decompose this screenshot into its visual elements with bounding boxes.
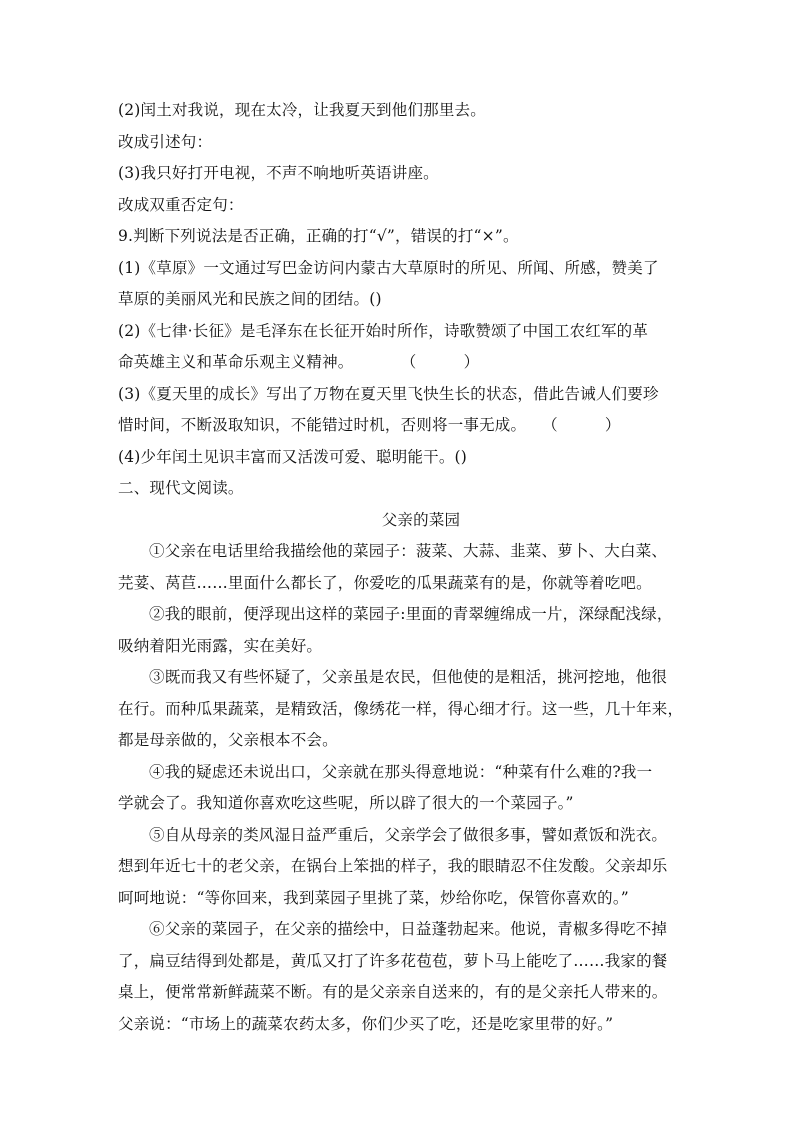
paragraph-3-line-2: 在行。而种瓜果蔬菜，是精致活，像绣花一样，得心细才行。这一些，几十年来， — [118, 699, 684, 718]
paragraph-6-line-4: 父亲说：“市场上的蔬菜农药太多，你们少买了吃，还是吃家里带的好。” — [118, 1014, 614, 1033]
paragraph-2-line-1: ②我的眼前，便浮现出这样的菜园子:里面的青翠缠绵成一片，深绿配浅绿， — [149, 605, 673, 623]
paragraph-2-line-2: 吸纳着阳光雨露，实在美好。 — [118, 636, 323, 655]
paragraph-5-line-3: 呵呵地说：“等你回来，我到菜园子里挑了菜，炒给你吃，保管你喜欢的。” — [118, 888, 629, 907]
paragraph-5-line-1: ⑤自从母亲的类风湿日益严重后，父亲学会了做很多事，譬如煮饭和洗衣。 — [149, 825, 668, 844]
paragraph-4-line-1: ④我的疑虑还未说出口，父亲就在那头得意地说：“种菜有什么难的?我一 — [149, 762, 653, 781]
paragraph-6-line-2: 了，扁豆结得到处都是，黄瓜又打了许多花苞苞，萝卜马上能吃了……我家的餐 — [118, 951, 668, 970]
paragraph-6-line-3: 桌上，便常常新鲜蔬菜不断。有的是父亲亲自送来的，有的是父亲托人带来的。 — [118, 983, 668, 1001]
paragraph-1-line-1: ①父亲在电话里给我描绘他的菜园子：菠菜、大蒜、韭菜、萝卜、大白菜、 — [149, 542, 668, 560]
question-2-text: (2)闰土对我说，现在太冷，让我夏天到他们那里去。 — [118, 101, 486, 119]
paragraph-3-line-1: ③既而我又有些怀疑了，父亲虽是农民，但他使的是粗活，挑河挖地，他很 — [149, 668, 668, 686]
paragraph-5-line-2: 想到年近七十的老父亲，在锅台上笨拙的样子，我的眼睛忍不住发酸。父亲却乐 — [118, 857, 668, 875]
rewrite-quote-prompt: 改成引述句： — [118, 132, 213, 151]
question-3-text: (3)我只好打开电视，不声不响地听英语讲座。 — [118, 164, 439, 182]
judge-item-2-line-1: (2)《七律·长征》是毛泽东在长征开始时所作，诗歌赞颂了中国工农红军的革 — [118, 321, 649, 340]
paragraph-3-line-3: 都是母亲做的，父亲根本不会。 — [118, 731, 338, 749]
judge-item-2-line-2: 命英雄主义和革命乐观主义精神。 （ ） — [118, 353, 480, 371]
section-2-heading: 二、现代文阅读。 — [118, 479, 244, 497]
article-title: 父亲的菜园 — [381, 510, 461, 529]
judge-item-1-line-2: 草原的美丽风光和民族之间的团结。() — [118, 290, 382, 308]
paragraph-6-line-1: ⑥父亲的菜园子，在父亲的描绘中，日益蓬勃起来。他说，青椒多得吃不掉 — [149, 920, 668, 938]
judge-item-1-line-1: (1)《草原》一文通过写巴金访问内蒙古大草原时的所见、所闻、所感，赞美了 — [118, 258, 659, 277]
judge-item-4: (4)少年闰土见识丰富而又活泼可爱、聪明能干。() — [118, 447, 468, 466]
judge-item-3-line-2: 惜时间，不断汲取知识，不能错过时机，否则将一事无成。 （ ） — [118, 416, 621, 434]
document-page — [118, 95, 688, 1040]
rewrite-double-negative-prompt: 改成双重否定句： — [118, 195, 244, 214]
paragraph-4-line-2: 学就会了。我知道你喜欢吃这些呢，所以辟了很大的一个菜园子。” — [118, 794, 574, 812]
question-9-heading: 9.判断下列说法是否正确，正确的打“√”，错误的打“×”。 — [118, 227, 519, 245]
judge-item-3-line-1: (3)《夏天里的成长》写出了万物在夏天里飞快生长的状态，借此告诫人们要珍 — [118, 384, 659, 403]
paragraph-1-line-2: 芫荽、莴苣……里面什么都长了，你爱吃的瓜果蔬菜有的是，你就等着吃吧。 — [118, 573, 652, 592]
